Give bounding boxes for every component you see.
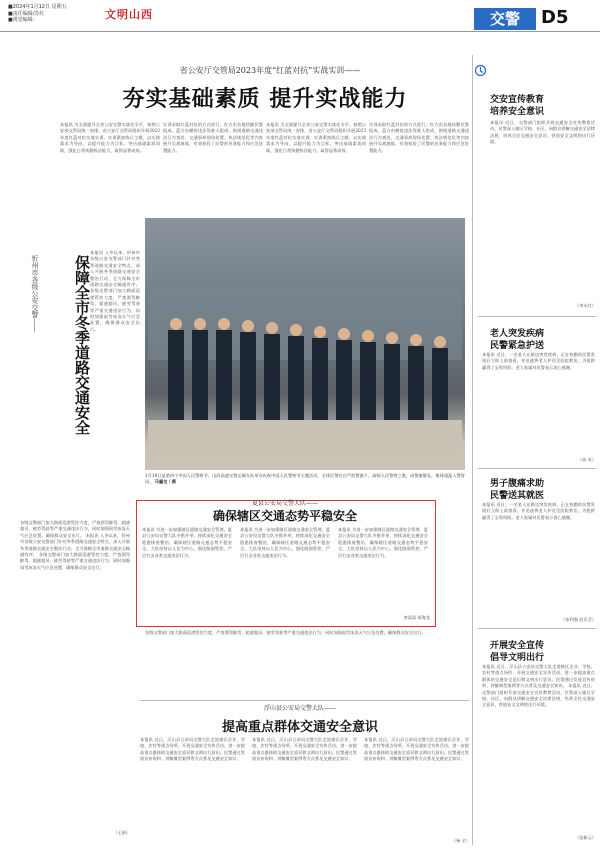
main-para-4: 实训采取红蓝对抗的方式进行，红方由各地执勤民警组成，蓝方由模拟违法驾驶人组成，围绕道路交通违法行为查处、交通事故现场处置、执法规范化等内容展开实战演练，有效检验了民警的业务能力和应急处置能力。 [369, 122, 469, 153]
bottom-kicker: 浮山县公安局交警大队—— [263, 705, 336, 712]
sidebar-4-subhead: 倡导文明出行 [490, 653, 545, 663]
bottom-para-1: 本报讯 近日，浮山县公安局交警大队走进辖区企业、学校、农村等重点场所，开展交通安全宣传活动，进一步提高重点群体的交通安全意识和文明出行意识。民警通过发放宣传资料、讲解典型案例等方式普及交通安全知识。 [140, 737, 245, 762]
boxed-col-2 [240, 527, 330, 621]
sidebar-1-kicker: 交安宣传教育 [490, 95, 545, 105]
bottom-para-3: 本报讯 近日，浮山县公安局交警大队走进辖区企业、学校、农村等重点场所，开展交通安全宣传活动，进一步提高重点群体的交通安全意识和文明出行意识。民警通过发放宣传资料、讲解典型案例等方式普及交通安全知识。 [364, 737, 469, 762]
main-kicker: 省公安厅交管局2023年度“红蓝对抗”实战实训—— [179, 66, 361, 75]
sidebar-1-headline: 培养安全意识 [490, 107, 545, 117]
boxed-col-1 [142, 527, 232, 621]
left-para-4: 本报讯 入冬以来，忻州市各级公安交警部门针对冬季道路交通安全特点，深入开展冬季道路交通安全整治行动，全力保障全市道路交通安全畅通有序。 [20, 532, 130, 558]
sidebar-2-byline: （高 英） [577, 457, 596, 462]
main-para-3: 本报讯 为全面提升全省公安交警实战化水平，按照公安部交管局统一安排，省公安厅交管局组织开展2023年度红蓝对抗实战实训。实训紧扣练兵主题，以实战需求为导向，以提升能力为目标，突出基础素质训练，强化日常执勤执法能力，取得显著成效。 [266, 122, 366, 153]
police-formation-graphic [148, 290, 462, 450]
boxed-para-2: 本报讯 为进一步加强辖区道路交通安全管理，夏县公安局交警大队多措并举，持续深化交通安全隐患排查整治，确保辖区道路交通态势平稳安全。大队坚持以人民为中心，强化路面管控，严厉打击各类交通违法行为。 [240, 527, 330, 558]
page-number: D5 [541, 7, 569, 28]
boxed-para-3: 本报讯 为进一步加强辖区道路交通安全管理，夏县公安局交警大队多措并举，持续深化交通安全隐患排查整治，确保辖区道路交通态势平稳安全。大队坚持以人民为中心，强化路面管控，严厉打击各类交通违法行为。 [338, 527, 428, 558]
mid-text [145, 630, 435, 695]
sidebar-2-subhead: 民警紧急护送 [490, 341, 545, 351]
left-para-2: 各级交警部门加大路面巡逻管控力度，严查酒驾醉驾、超速超员、疲劳驾驶等严重交通违法行为，同时加强雨雪冰冻天气应急处置，确保群众安全出行。 [90, 288, 140, 332]
sidebar-3-subhead: 民警送其就医 [490, 491, 545, 501]
left-headline: 保障全市冬季道路交通安全 [73, 255, 91, 435]
sidebar-1-text [490, 120, 595, 225]
sidebar-2-headline: 老人突发疾病 [490, 329, 545, 339]
sidebar-2-text [482, 352, 595, 452]
bottom-col-3 [364, 737, 469, 837]
photo-caption-text: 1月10日是第四个中国人民警察节。山西高速交警运城支队举办庆祝中国人民警察节主题活动，全体民警在庄严的警旗下，高唱人民警察之歌，向警旗敬礼，集体重温入警誓词。 [145, 473, 465, 485]
check-line: ■视觉编辑： [8, 17, 38, 23]
bottom-col-1 [140, 737, 245, 842]
left-para-5: 各级交警部门加大路面巡逻管控力度，严查酒驾醉驾、超速超员、疲劳驾驶等严重交通违法行为，同时加强雨雪冰冻天气应急处置，确保群众安全出行。 [20, 552, 130, 570]
sidebar-3-text [482, 502, 595, 610]
main-col-3 [266, 122, 366, 212]
main-headline: 夯实基础素质 提升实战能力 [122, 86, 408, 112]
sidebar-4-headline: 开展安全宣传 [490, 641, 545, 651]
left-kicker: 忻州市各级公安交警—— [31, 255, 39, 332]
bottom-headline: 提高重点群体交通安全意识 [221, 720, 378, 735]
section-tag: 交警 [474, 8, 536, 30]
left-para-3: 各级交警部门加大路面巡逻管控力度，严查酒驾醉驾、超速超员、疲劳驾驶等严重交通违法行为，同时加强雨雪冰冻天气应急处置，确保群众安全出行。 [20, 520, 130, 538]
masthead-divider [0, 31, 600, 32]
editor-line: ■责任编辑/苏红 [8, 10, 45, 17]
sidebar-3-byline: （张利强 赵乐芸） [561, 617, 596, 622]
sidebar-divider-2 [478, 468, 596, 469]
left-para-1: 本报讯 入冬以来，忻州市各级公安交警部门针对冬季道路交通安全特点，深入开展冬季道路交通安全整治行动，全力保障全市道路交通安全畅通有序。 [90, 250, 140, 288]
left-col-text-a [90, 250, 140, 480]
brand-logo: 文明山西 [105, 8, 153, 21]
sidebar-divider-1 [478, 316, 596, 317]
boxed-col-3 [338, 527, 428, 613]
left-byline: （王娟） [113, 830, 130, 835]
bottom-col-2 [252, 737, 357, 842]
main-col-2 [163, 122, 263, 212]
photo-credit: 马骥龙 / 摄 [154, 479, 176, 485]
sidebar-2-para: 本报讯 近日，一名老人在路边突发疾病，正在执勤的民警发现后立即上前查看，并迅速将老人护送至医院救治，为抢救赢得了宝贵时间，老人家属对民警表示衷心感谢。 [482, 352, 595, 370]
sidebar-4-para-2: 本报讯 近日，交警部门组织开展交通安全宣传教育活动，民警深入辖区学校、社区，向群众讲解交通安全法律法规，培养全民交通安全意识，营造安全文明的出行环境。 [482, 683, 595, 708]
photo-caption [145, 473, 465, 486]
date-line: ■2024年1月12日 星期五 [8, 4, 67, 10]
main-para-1: 本报讯 为全面提升全省公安交警实战化水平，按照公安部交管局统一安排，省公安厅交管局组织开展2023年度红蓝对抗实战实训。实训紧扣练兵主题，以实战需求为导向，以提升能力为目标，突出基础素质训练，强化日常执勤执法能力，取得显著成效。 [60, 122, 160, 153]
sidebar-3-headline: 男子腹痛求助 [490, 479, 545, 489]
left-col-text-b [20, 520, 130, 820]
sidebar-3-para: 本报讯 近日，一名老人在路边突发疾病，正在执勤的民警发现后立即上前查看，并迅速将老人护送至医院救治，为抢救赢得了宝贵时间，老人家属对民警表示衷心感谢。 [482, 502, 595, 520]
bottom-para-2: 本报讯 近日，浮山县公安局交警大队走进辖区企业、学校、农村等重点场所，开展交通安全宣传活动，进一步提高重点群体的交通安全意识和文明出行意识。民警通过发放宣传资料、讲解典型案例等方式普及交通安全知识。 [252, 737, 357, 762]
sidebar-4-byline: （张新云） [575, 835, 596, 840]
boxed-kicker: 夏县公安局交警大队—— [251, 500, 318, 507]
sidebar-divider-3 [478, 628, 596, 629]
masthead-meta [8, 4, 67, 24]
sidebar-1-para: 本报讯 近日，交警部门组织开展交通安全宣传教育活动，民警深入辖区学校、社区，向群众讲解交通安全法律法规，培养全民交通安全意识，营造安全文明的出行环境。 [490, 120, 595, 145]
main-col-4 [369, 122, 469, 212]
boxed-para-1: 本报讯 为进一步加强辖区道路交通安全管理，夏县公安局交警大队多措并举，持续深化交通安全隐患排查整治，确保辖区道路交通态势平稳安全。大队坚持以人民为中心，强化路面管控，严厉打击各类交通违法行为。 [142, 527, 232, 558]
boxed-byline: 李富清 郑海龙 [403, 615, 430, 620]
sidebar-4-para: 本报讯 近日，浮山县公安局交警大队走进辖区企业、学校、农村等重点场所，开展交通安全宣传活动，进一步提高重点群体的交通安全意识和文明出行意识。民警通过发放宣传资料、讲解典型案例等方式普及交通安全知识。 [482, 664, 595, 689]
mid-para: 各级交警部门加大路面巡逻管控力度，严查酒驾醉驾、超速超员、疲劳驾驶等严重交通违法行为，同时加强雨雪冰冻天气应急处置，确保群众安全出行。 [145, 630, 426, 635]
boxed-headline: 确保辖区交通态势平稳安全 [212, 509, 357, 523]
sidebar-divider [472, 55, 473, 845]
sidebar-4-text [482, 664, 595, 829]
bottom-divider [140, 700, 470, 701]
sidebar-item-icon [474, 62, 487, 75]
main-para-2: 实训采取红蓝对抗的方式进行，红方由各地执勤民警组成，蓝方由模拟违法驾驶人组成，围绕道路交通违法行为查处、交通事故现场处置、执法规范化等内容展开实战演练，有效检验了民警的业务能力和应急处置能力。 [163, 122, 263, 153]
bottom-byline: （杨 全） [451, 838, 470, 843]
sidebar-1-byline: （李永红） [575, 303, 596, 308]
police-ceremony-photo [145, 218, 465, 470]
